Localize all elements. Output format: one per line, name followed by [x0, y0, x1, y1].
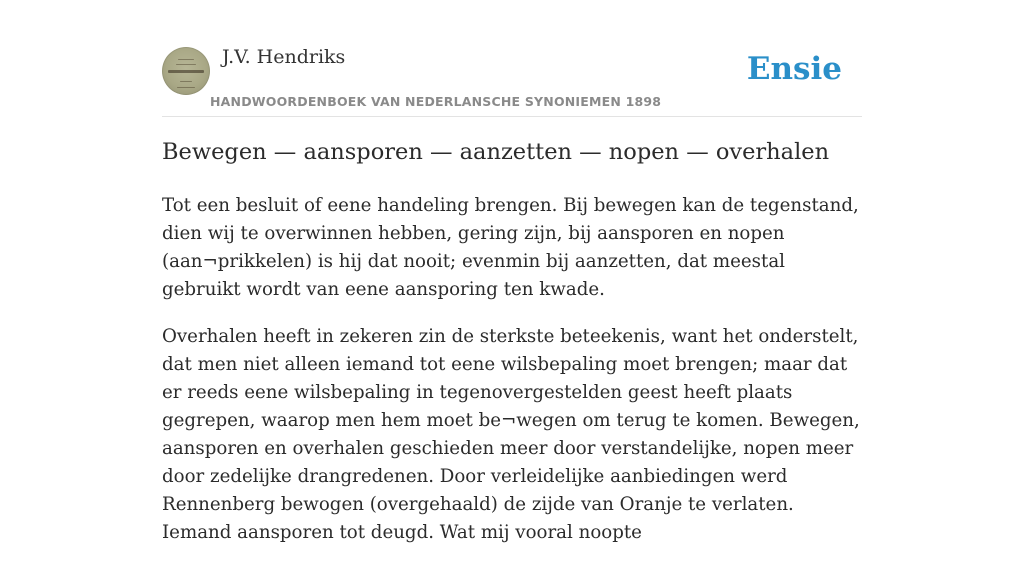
source-title[interactable]: HANDWOORDENBOEK VAN NEDERLANSCHE SYNONIEMEN 1898 — [210, 94, 662, 109]
header — [162, 46, 862, 117]
brand-logo[interactable]: Ensie — [746, 51, 842, 87]
paragraph: Tot een besluit of eene handeling brengen. Bij bewegen kan de tegenstand, dien wij te overwinnen hebben, gering zijn, bij aansporen en nopen (aan¬prikkelen) is hij dat nooit; evenmin bij aanzetten, dat meestal gebruikt wordt van eene aansporing ten kwade. — [162, 195, 859, 300]
book-cover-avatar-icon[interactable] — [162, 47, 210, 95]
author-name[interactable]: J.V. Hendriks — [222, 46, 346, 68]
page-title: Bewegen — aansporen — aanzetten — nopen — overhalen — [162, 139, 830, 165]
paragraph: Overhalen heeft in zekeren zin de sterkste beteekenis, want het onderstelt, dat men niet alleen iemand tot eene wilsbepaling moet brengen; maar dat er reeds eene wilsbepaling in tegenovergestelden geest heeft plaats gegrepen, waarop men hem moet be¬wegen om terug te komen. Bewegen, aansporen en overhalen geschieden meer door verstandelijke, nopen meer door zedelijke drangredenen. Door verleidelijke aanbiedingen werd Rennenberg bewogen (overgehaald) de zijde van Oranje te verlaten. Iemand aansporen tot deugd. Wat mij vooral noopte — [162, 326, 860, 543]
article-body — [162, 192, 864, 566]
